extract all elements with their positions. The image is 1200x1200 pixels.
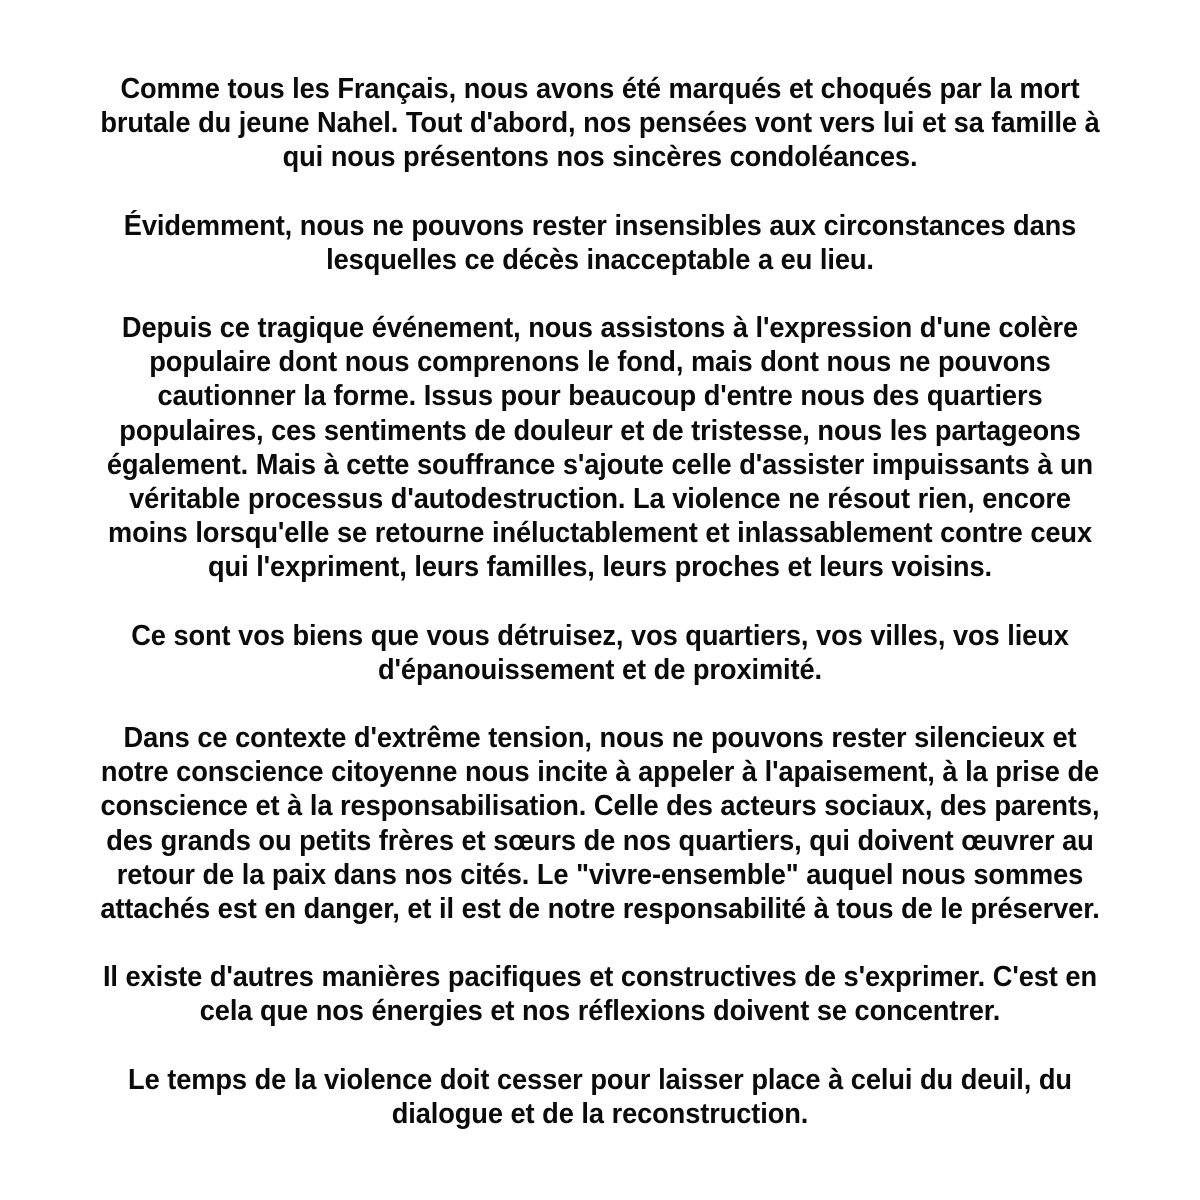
statement-paragraph-2: Évidemment, nous ne pouvons rester insensibles aux circonstances dans lesquelles ce décès inacceptable a eu lieu. (123, 209, 1084, 276)
statement-paragraph-6: Il existe d'autres manières pacifiques et constructives de s'exprimer. C'est en cela que nos énergies et nos réflexions doivent se concentrer. (102, 961, 1105, 1028)
statement-paragraph-7: Le temps de la violence doit cesser pour laisser place à celui du deuil, du dialogue et de la reconstruction. (128, 1063, 1080, 1130)
statement-paragraph-4: Ce sont vos biens que vous détruisez, vos quartiers, vos villes, vos lieux d'épanouissement et de proximité. (131, 619, 1077, 686)
statement-paragraph-5: Dans ce contexte d'extrême tension, nous ne pouvons rester silencieux et notre conscience citoyenne nous incite à appeler à l'apaisement, à la prise de conscience et à la responsabilisation. Celle des acteurs sociaux, des parents, des grands ou petits frères et sœurs de nos quartiers, qui doivent œuvrer au retour de la paix dans nos cités. Le "vivre-ensemble" auquel nous sommes attachés est en danger, et il est de notre responsabilité à tous de le préserver. (100, 722, 1108, 926)
statement-text-body (72, 72, 1128, 1131)
statement-paragraph-1: Comme tous les Français, nous avons été marqués et choqués par la mort brutale du jeune Nahel. Tout d'abord, nos pensées vont vers lui et sa famille à qui nous présentons nos sincères condoléances. (100, 73, 1108, 174)
statement-paragraph-3: Depuis ce tragique événement, nous assistons à l'expression d'une colère populaire dont nous comprenons le fond, mais dont nous ne pouvons cautionner la forme. Issus pour beaucoup d'entre nous des quartiers populaires, ces sentiments de douleur et de tristesse, nous les partageons également. Mais à cette souffrance s'ajoute celle d'assister impuissants à un véritable processus d'autodestruction. La violence ne résout rien, encore moins lorsqu'elle se retourne inéluctablement et inlassablement contre ceux qui l'expriment, leurs familles, leurs proches et leurs voisins. (106, 312, 1101, 584)
